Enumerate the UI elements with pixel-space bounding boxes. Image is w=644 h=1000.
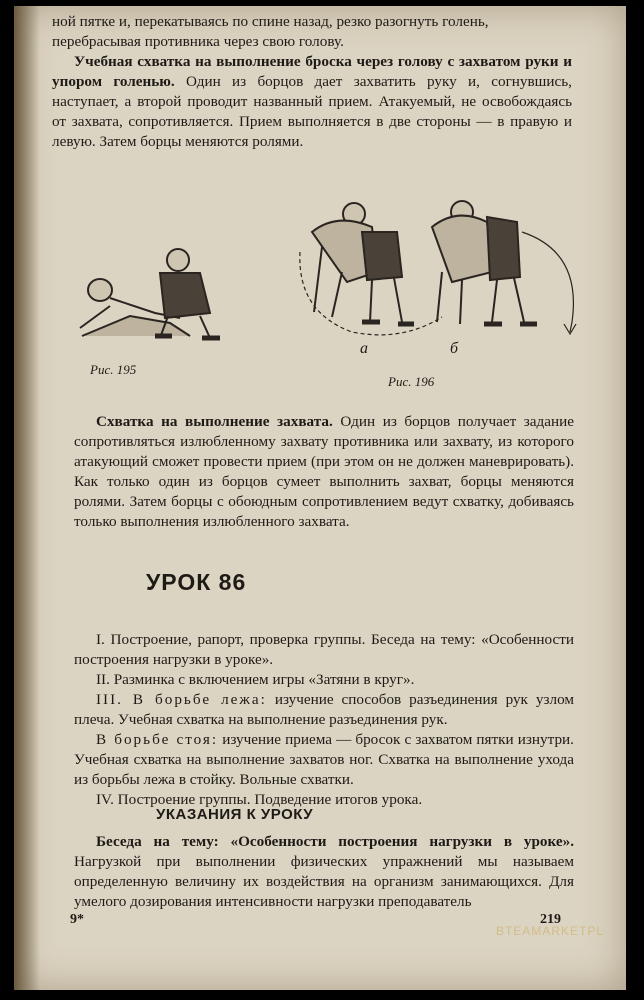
guidance-text <box>74 832 574 912</box>
lesson-item-4: IV. Построение группы. Подведение итогов урока. <box>96 791 423 808</box>
lesson-item-3-text: изучение способов разъединения рук узлом плеча. Учебная схватка на выполнение разъединения рук. <box>74 691 574 728</box>
guidance-talk-text: Нагрузкой при выполнении физических упражнений мы называем определенную величину их воздействия на организм занимающихся. Для умелого дозирования интенсивности нагрузки преподаватель <box>74 853 574 910</box>
lesson-standing-label: В борьбе стоя: <box>96 731 219 748</box>
grip-paragraph <box>74 412 574 532</box>
lesson-plan <box>74 630 574 810</box>
guidance-paragraph <box>74 832 574 912</box>
drill-paragraph <box>52 52 572 152</box>
page-number: 219 <box>540 912 561 927</box>
lesson-item-3-label: III. В борьбе лежа: <box>96 691 267 708</box>
signature-mark: 9* <box>70 912 84 927</box>
watermark: BTEAMARKETPL <box>495 924 604 938</box>
grip-title: Схватка на выполнение захвата. <box>96 413 333 430</box>
guidance-heading: УКАЗАНИЯ К УРОКУ <box>156 806 314 823</box>
figure-195-illustration <box>60 228 240 348</box>
top-line-1: ной пятке и, перекатываясь по спине назад, резко разогнуть голень, <box>52 13 489 30</box>
page-binding-shadow <box>14 6 40 990</box>
figure-196-label-b: б <box>450 340 459 357</box>
figure-196-caption: Рис. 196 <box>388 374 435 389</box>
drill-title: Учебная схватка на выполнение броска через голову с захватом руки и упором голенью. <box>52 53 572 90</box>
grip-section <box>74 412 574 532</box>
guidance-talk-label: Беседа на тему: «Особенности построения нагрузки в уроке». <box>96 833 574 850</box>
drill-body: Один из борцов дает захватить руку и, согнувшись, наступает, а второй проводит названный прием. Атакуемый, не освобождаясь от захвата, сопротивляется. Прием выполняется в две стороны — в правую и левую. Затем борцы меняются ролями. <box>52 73 572 150</box>
lesson-item-1: I. Построение, рапорт, проверка группы. Беседа на тему: «Особенности построения нагрузки в уроке». <box>74 631 574 668</box>
lesson-standing-text: изучение приема — бросок с захватом пятки изнутри. Учебная схватка на выполнение захватов ног. Схватка на выполнение ухода из борьбы лежа в стойку. Вольные схватки. <box>74 731 574 788</box>
lesson-item-2: II. Разминка с включением игры «Затяни в круг». <box>96 671 415 688</box>
book-page <box>14 6 626 990</box>
figure-196-illustration <box>292 192 592 342</box>
lesson-item-3 <box>74 690 574 730</box>
top-text <box>52 12 572 152</box>
lesson-title: УРОК 86 <box>146 569 247 595</box>
figure-195-caption: Рис. 195 <box>90 362 137 377</box>
grip-body: Один из борцов получает задание сопротивляться излюбленному захвату противника или захвату, из которого атакующий сможет провести прием (при этом он не должен маневрировать). Как только один из борцов сумеет выполнить захват, борцы меняются ролями. Затем борцы с обоюдным сопротивлением ведут схватку, добиваясь только выполнения излюбленного захвата. <box>74 413 575 530</box>
lesson-standing <box>74 730 574 790</box>
top-line-2: перебрасывая противника через свою голову. <box>52 33 344 50</box>
figure-196-label-a: а <box>360 340 368 357</box>
